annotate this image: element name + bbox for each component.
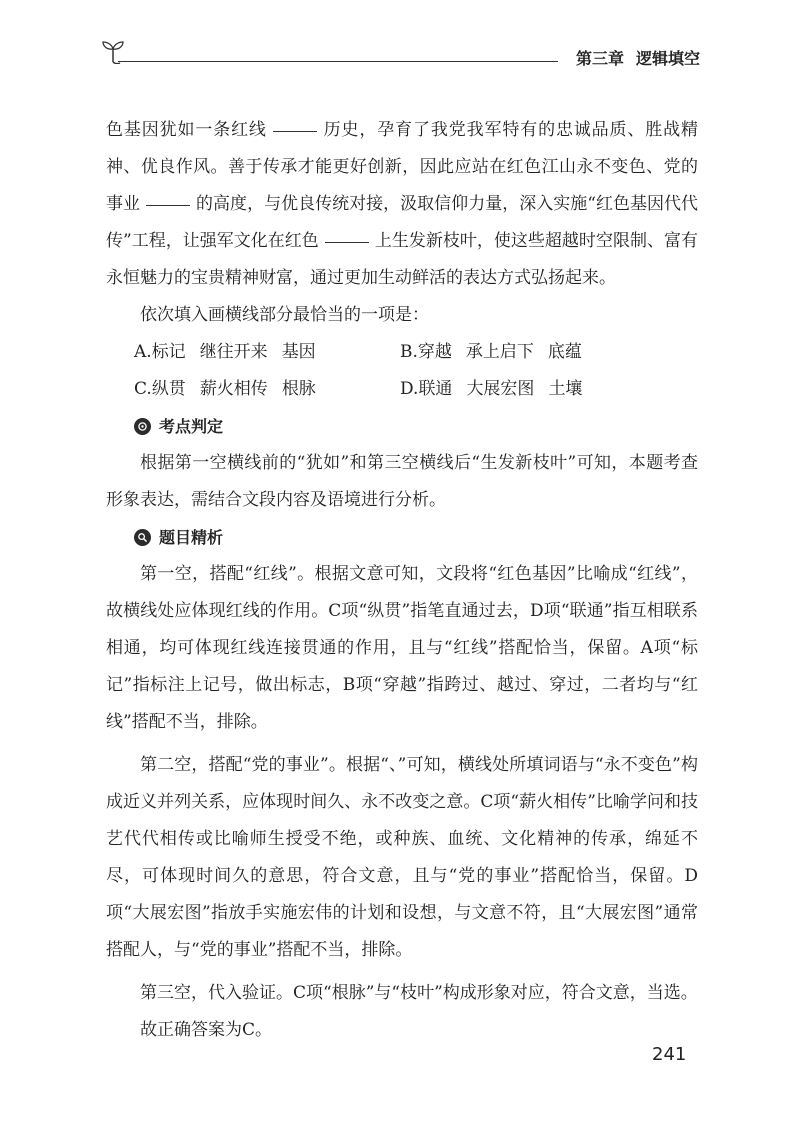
chapter-heading	[576, 46, 700, 69]
passage-text-4: 上生发新枝叶，使这些超越时空限制、富有永恒魅力的宝贵精神财富，通过更加生动鲜活的表达方式弘扬起来。	[106, 231, 698, 288]
option-word: 标记	[151, 342, 186, 362]
option-word: 继往开来	[199, 342, 268, 362]
header-rule	[118, 61, 558, 62]
option-word: 承上启下	[465, 342, 534, 362]
chapter-title: 逻辑填空	[635, 49, 700, 68]
option-a	[106, 334, 400, 371]
option-word: 土壤	[548, 379, 583, 399]
section-title: 考点判定	[159, 417, 224, 436]
section-heading-jingxi	[106, 519, 698, 556]
option-word: 根脉	[281, 379, 316, 399]
option-word: 基因	[281, 342, 316, 362]
passage-text-3: 的高度，与优良传统对接，汲取信仰力量，深入实施“红色基因代代传”工程，让强军文化在红色	[106, 194, 698, 251]
blank-3	[325, 241, 369, 243]
option-word: 大展宏图	[466, 379, 535, 399]
options-row-1	[106, 334, 698, 371]
passage-text-2: 历史，孕育了我党我军特有的忠诚品质、胜战精神、优良作风。善于传承才能更好创新，因此应站在红色江山永不变色、党的事业	[106, 120, 699, 214]
option-b	[400, 334, 694, 371]
answer-line: 故正确答案为C。	[140, 1020, 273, 1040]
option-word: 联通	[418, 379, 453, 399]
page-number: 241	[652, 1044, 687, 1065]
analysis-paragraph-2: 第二空，搭配“党的事业”。根据“、”可知，横线处所填词语与“永不变色”构成近义并列关系，应体现时间久、永不改变之意。C项“薪火相传”比喻学问和技艺代代相传或比喻师生授受不绝，或种族、血统、文化精神的传承，绵延不尽，可体现时间久的意思，符合文意，且与“党的事业”搭配恰当，保留。D项“大展宏图”指放手实施宏伟的计划和设想，与文意不符，且“大展宏图”通常搭配人，与“党的事业”搭配不当，排除。	[106, 755, 698, 960]
analysis-paragraph-3: 第三空，代入验证。C项“根脉”与“枝叶”构成形象对应，符合文意，当选。	[140, 983, 698, 1003]
options-row-2	[106, 371, 698, 408]
option-word: 薪火相传	[199, 379, 268, 399]
option-word: 纵贯	[151, 379, 186, 399]
option-letter: C.	[134, 379, 152, 399]
section-heading-kaodian	[106, 408, 698, 445]
option-word: 底蕴	[547, 342, 582, 362]
option-letter: A.	[134, 342, 152, 362]
analysis-paragraph-1: 第一空，搭配“红线”。根据文意可知，文段将“红色基因”比喻成“红线”，故横线处应体现红线的作用。C项“纵贯”指笔直通过去，D项“联通”指互相联系相通，均可体现红线连接贯通的作用，且与“红线”搭配恰当，保留。A项“标记”指标注上记号，做出标志，B项“穿越”指跨过、越过、穿过，二者均与“红线”搭配不当，排除。	[106, 564, 698, 732]
option-d	[400, 371, 694, 408]
chapter-label: 第三章	[575, 49, 624, 68]
running-header	[100, 36, 700, 72]
blank-2	[146, 204, 190, 206]
question-passage	[106, 112, 698, 297]
option-c	[106, 371, 400, 408]
kaodian-text: 根据第一空横线前的“犹如”和第三空横线后“生发新枝叶”可知，本题考查形象表达，需结合文段内容及语境进行分析。	[106, 453, 698, 510]
option-word: 穿越	[417, 342, 452, 362]
question-prompt: 依次填入画横线部分最恰当的一项是：	[140, 305, 429, 325]
target-icon	[134, 418, 151, 435]
magnifier-icon	[134, 529, 151, 546]
blank-1	[273, 130, 317, 132]
option-letter: B.	[400, 342, 418, 362]
page-content	[106, 112, 698, 1049]
section-title: 题目精析	[159, 528, 224, 547]
option-letter: D.	[400, 379, 419, 399]
passage-text-1: 色基因犹如一条红线	[106, 120, 267, 140]
